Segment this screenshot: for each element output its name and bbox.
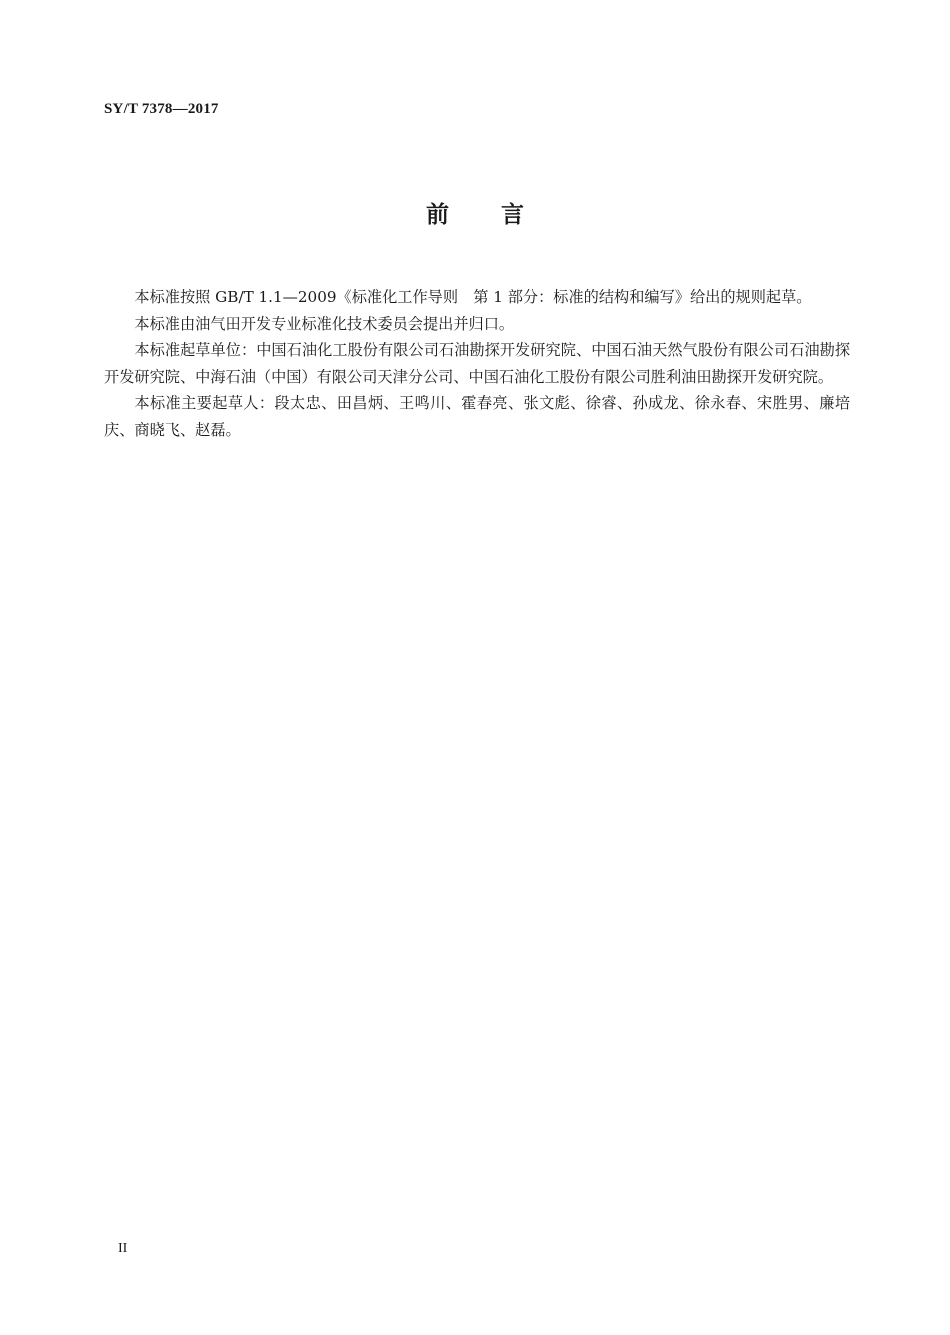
heading-char-2: 言 xyxy=(501,202,524,228)
page-number: II xyxy=(118,1241,128,1256)
paragraph-proposer: 本标准由油气田开发专业标准化技术委员会提出并归口。 xyxy=(134,314,515,333)
paragraph-drafting-rules: 本标准按照 GB/T 1.1—2009《标准化工作导则 第 1 部分：标准的结构和编写》给出的规则起草。 xyxy=(134,288,812,306)
foreword-body xyxy=(104,284,850,443)
paragraph-drafters: 本标准主要起草人：段太忠、田昌炳、王鸣川、霍春亮、张文彪、徐睿、孙成龙、徐永春、宋胜男、廉培庆、商晓飞、赵磊。 xyxy=(104,394,850,439)
paragraph-drafting-units: 本标准起草单位：中国石油化工股份有限公司石油勘探开发研究院、中国石油天然气股份有限公司石油勘探开发研究院、中海石油（中国）有限公司天津分公司、中国石油化工股份有限公司胜利油田勘探开发研究院。 xyxy=(104,341,850,386)
standard-code: SY/T 7378—2017 xyxy=(104,101,219,117)
section-heading-foreword xyxy=(0,196,950,229)
heading-char-1: 前 xyxy=(426,202,449,228)
